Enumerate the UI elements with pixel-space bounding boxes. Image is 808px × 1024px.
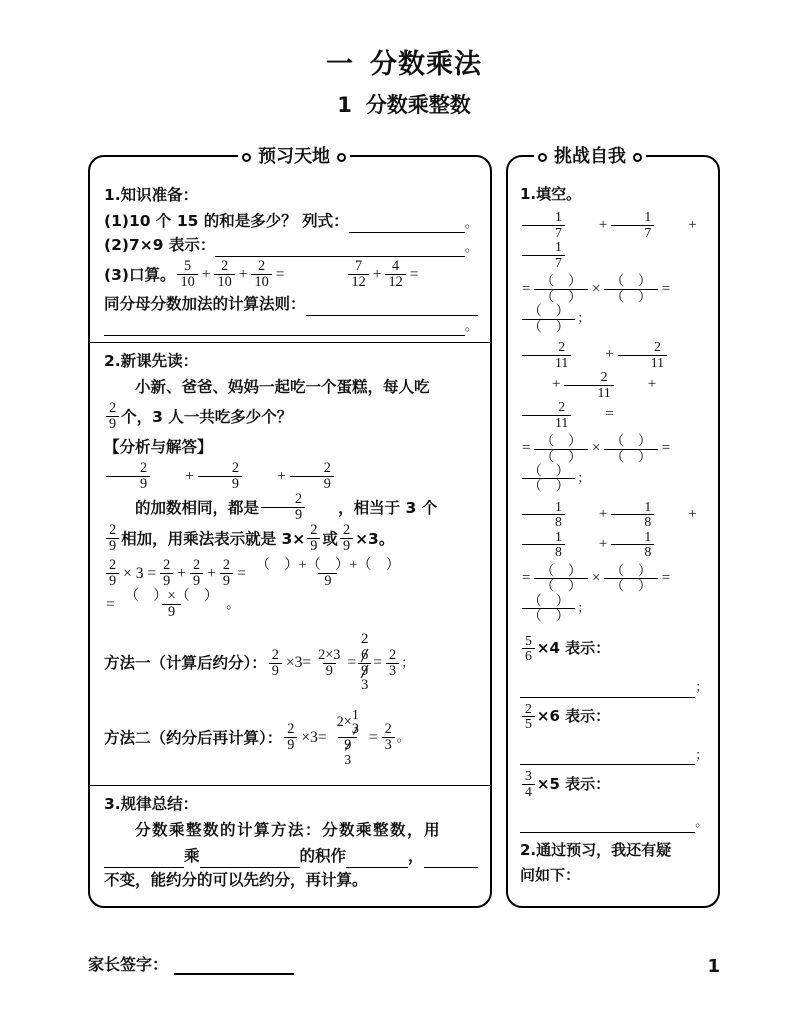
period: 。 <box>226 596 240 612</box>
equals-sign: = <box>661 440 671 457</box>
semicolon: ； <box>577 600 591 615</box>
numerator: 4 <box>392 258 400 275</box>
denominator: 9 <box>323 663 336 679</box>
rule-label: 同分母分数加法的计算法则： <box>104 294 306 313</box>
equals-sign: = <box>522 440 531 457</box>
semicolon: ； <box>577 311 591 326</box>
multiply-equals: × 3 = <box>123 564 157 582</box>
analysis-line1 <box>104 461 478 523</box>
method2-denominator-group <box>338 737 357 767</box>
question1-label: (1)10 个 15 的和是多少？ 列式： <box>104 212 349 231</box>
meaning-blank-3[interactable] <box>520 817 695 833</box>
method2-times: ×3= <box>301 728 327 746</box>
fraction-5-6 <box>522 634 535 664</box>
method2-numerator-group <box>331 708 365 737</box>
numerator-blank[interactable]: （ ） <box>610 273 652 289</box>
fraction-2-9-c1 <box>160 558 173 589</box>
problem-tail: 个，3 人一共吃多少个？ <box>121 407 293 426</box>
denominator: 11 <box>564 385 613 400</box>
numerator: 2 <box>222 557 230 574</box>
numerator: 2 <box>192 557 201 574</box>
rule-blank-c[interactable] <box>346 852 408 869</box>
denominator: 3 <box>382 737 395 753</box>
fraction-2-11-d <box>522 400 571 430</box>
denominator: 8 <box>611 544 654 559</box>
cancelled-6-over-9 <box>358 648 371 679</box>
equals-sign: = <box>106 595 115 613</box>
numerator-blank[interactable]: （ ） <box>528 463 570 478</box>
denominator-blank[interactable]: （ ） <box>522 319 575 334</box>
analysis-line2 <box>104 523 478 554</box>
challenge-panel-header <box>534 142 646 172</box>
numerator: 1 <box>644 209 652 225</box>
denominator: 11 <box>618 355 667 370</box>
lesson-title <box>0 80 808 117</box>
multiply-sign: × <box>591 570 601 587</box>
equals-sign: = <box>661 570 671 587</box>
page-number: 1 <box>707 956 720 977</box>
method2-cancel-den-stack <box>344 738 351 767</box>
fraction-1-7-c <box>522 240 565 270</box>
divider-1 <box>90 342 490 343</box>
question3-label: (3)口算。 <box>104 265 176 284</box>
section3-heading: 3.规律总结： <box>104 795 199 814</box>
numerator: 1 <box>555 209 562 225</box>
denominator-blank[interactable]: （ ） <box>534 578 587 593</box>
denominator: 8 <box>522 544 565 559</box>
plus-sign: + <box>688 216 697 233</box>
fraction-2-9-problem <box>106 401 119 432</box>
cancelled-3: 3 <box>351 721 359 738</box>
rule-blank-b[interactable] <box>200 852 300 869</box>
semicolon: ； <box>577 471 591 486</box>
meaning-label-3: ×5 表示： <box>536 774 611 793</box>
method1-times: ×3= <box>285 653 312 671</box>
numerator: 2 <box>140 460 148 477</box>
cancelled-denominator: 9 <box>358 663 371 679</box>
preview-panel <box>88 146 492 908</box>
numerator: 2 <box>323 460 331 477</box>
analysis-equation-line1 <box>104 558 478 589</box>
plus-sign: + <box>598 216 608 233</box>
denominator: 9 <box>198 476 242 492</box>
numerator: 5 <box>525 632 532 648</box>
numerator-blank[interactable]: （ ） <box>610 562 652 578</box>
fraction-2-10-a <box>214 259 234 290</box>
blank-fraction-1c[interactable] <box>522 304 575 334</box>
section3-text1: 分数乘整数的计算方法：分数乘整数，用 <box>135 821 442 840</box>
denominator-blank[interactable]: （ ） <box>604 578 657 593</box>
challenge-q1-heading: 1.填空。 <box>520 185 582 203</box>
method1-row <box>104 632 478 694</box>
method2-result <box>382 722 395 753</box>
meaning-answer-row-1 <box>520 678 708 698</box>
multiply-sign: × <box>591 440 601 457</box>
numerator: 2 <box>287 721 295 738</box>
numerator: 2 <box>231 460 239 477</box>
lesson-name: 分数乘整数 <box>365 92 471 117</box>
plus-sign: + <box>598 536 608 553</box>
challenge-q2-line2: 问如下： <box>520 866 581 885</box>
section1-question2 <box>104 233 478 257</box>
equals-sign: = <box>522 280 531 297</box>
analysis-text-mid: 的加数相同，都是 <box>135 498 260 517</box>
section3-text3: 的积作 <box>299 847 347 866</box>
numerator: 7 <box>355 258 363 275</box>
blank-fraction-1b[interactable] <box>604 274 657 304</box>
rule-blank-d[interactable] <box>424 852 478 869</box>
blank-fraction-2b[interactable] <box>604 434 657 464</box>
challenge-panel-title: 挑战自我 <box>554 146 626 167</box>
fraction-1-8-a <box>522 500 565 530</box>
denominator: 3 <box>386 663 399 679</box>
fraction-1-7-a <box>522 210 565 240</box>
preview-panel-title: 预习天地 <box>258 146 330 167</box>
analysis-line2-tail: ×3。 <box>355 529 395 548</box>
section3-text2: 乘 <box>184 847 200 866</box>
challenge-panel-body <box>508 157 718 898</box>
numerator: 2 <box>109 557 117 574</box>
numerator: 2 <box>310 522 318 539</box>
denominator: 9 <box>106 538 119 554</box>
section1-question3 <box>104 259 478 290</box>
denominator: 10 <box>177 274 197 290</box>
meaning-answer-row-2 <box>520 746 708 766</box>
meaning-label-1: ×4 表示： <box>536 639 611 658</box>
equals-sign: = <box>661 280 671 297</box>
fill-item-2-expression <box>520 340 708 430</box>
numerator-blank[interactable]: （ ） <box>528 303 570 319</box>
numerator: 1 <box>555 498 562 514</box>
cancel-bottom-value: 3 <box>344 752 352 768</box>
numerator: 2 <box>109 522 117 539</box>
fraction-2-9-a3 <box>290 461 334 492</box>
cancelled-9: 9 <box>344 737 352 754</box>
numerator: 2 <box>600 369 608 385</box>
section1-rule-row <box>104 292 478 316</box>
numerator: 2 <box>163 557 171 574</box>
numerator-blank[interactable]: （ ） <box>540 273 582 289</box>
analysis-heading: 【分析与解答】 <box>104 438 213 457</box>
denominator: 9 <box>290 476 334 492</box>
question2-answer-blank[interactable] <box>215 241 464 258</box>
fill-item-1-expression <box>520 210 708 270</box>
meaning-blank-1[interactable] <box>520 682 695 698</box>
plus-sign: + <box>207 564 216 582</box>
unit-name: 分数乘法 <box>370 49 482 80</box>
denominator: 6 <box>522 648 535 663</box>
denominator: 9 <box>106 476 150 492</box>
blank-fraction-3a[interactable] <box>534 564 587 594</box>
numerator-blank[interactable]: （ ） <box>528 592 570 608</box>
fill-item-3-expression <box>520 500 708 560</box>
plus-sign: + <box>238 265 248 283</box>
denominator: 9 <box>284 737 297 753</box>
denominator-blank[interactable]: （ ） <box>534 289 587 304</box>
denominator: 9 <box>106 573 119 589</box>
denominator: 10 <box>251 274 271 290</box>
plus-sign: + <box>372 265 382 283</box>
method1-fraction <box>269 648 282 679</box>
denominator-blank[interactable]: （ ） <box>604 449 657 464</box>
plus-sign: + <box>185 467 194 485</box>
denominator: 11 <box>522 415 571 430</box>
equals-sign-1: = <box>275 265 285 283</box>
denominator: 9 <box>190 573 203 589</box>
rule-blank-line-2[interactable] <box>104 320 465 337</box>
challenge-panel <box>506 146 720 908</box>
plus-sign: + <box>177 564 186 582</box>
numerator-blank[interactable]: （ ） <box>540 433 582 449</box>
fraction-2-9-a4 <box>261 492 305 523</box>
rule-period: 。 <box>464 318 478 333</box>
fraction-2-9-c2 <box>190 558 203 589</box>
method1-step-fraction <box>315 648 343 679</box>
fraction-2-9-b1 <box>106 523 119 554</box>
denominator: 9 <box>340 538 353 554</box>
question1-answer-blank[interactable] <box>349 217 465 234</box>
fraction-1-8-c <box>522 530 565 560</box>
denominator: 7 <box>522 255 565 270</box>
meaning-item-2 <box>520 702 708 732</box>
circle-left-icon <box>242 153 251 162</box>
numerator: 1 <box>644 498 652 514</box>
numerator: 2 <box>342 522 351 539</box>
section2-problem-line1: 小新、爸爸、妈妈一起吃一个蛋糕，每人吃 <box>135 378 430 397</box>
question1-period: 。 <box>464 214 478 230</box>
fraction-2-11-c <box>564 370 613 400</box>
denominator: 9 <box>261 507 305 523</box>
fill-item-3-answer <box>520 564 708 624</box>
plus-sign: + <box>647 376 657 393</box>
circle-left-icon <box>538 153 547 162</box>
rule-blank-line-1[interactable] <box>306 300 478 317</box>
fraction-2-11-b <box>618 340 667 370</box>
fraction-2-9-c3 <box>220 558 233 589</box>
semicolon: ； <box>695 679 708 694</box>
page-footer <box>88 952 720 975</box>
blank-fraction-product[interactable] <box>119 589 225 620</box>
cancelled-numerator: 6 <box>358 648 371 663</box>
plus-sign: + <box>552 376 561 393</box>
denominator: 7 <box>611 225 654 240</box>
analysis-line2-text: 相加，用乘法表示就是 3× <box>121 529 306 548</box>
plus-sign: + <box>277 467 286 485</box>
circle-right-icon <box>633 153 642 162</box>
cancel-bottom-value: 3 <box>361 677 369 694</box>
plus-sign: + <box>605 346 614 363</box>
section1-rule-row2 <box>104 316 478 336</box>
numerator-blank[interactable]: （ ） <box>610 433 652 449</box>
denominator: 9 <box>269 663 282 679</box>
meaning-item-1 <box>520 634 708 664</box>
numerator: 2 <box>525 700 532 716</box>
plus-sign: + <box>598 506 608 523</box>
numerator: 2 <box>558 339 566 355</box>
question2-label: (2)7×9 表示： <box>104 236 216 255</box>
analysis-line2-or: 或 <box>322 529 338 548</box>
numerator-blank[interactable]: （ ） <box>540 562 582 578</box>
section3-blank-row <box>104 844 478 868</box>
equals-sign: = <box>373 653 383 671</box>
numerator: 2 <box>295 491 303 508</box>
method2-step-fraction <box>331 708 365 767</box>
method2-cancel-num-stack <box>352 708 359 737</box>
blank-fraction-sum[interactable] <box>250 558 406 589</box>
numerator: 2 <box>271 646 279 663</box>
method2-fraction <box>284 722 297 753</box>
divider-2 <box>90 785 490 786</box>
blank-fraction-3c[interactable] <box>522 594 575 624</box>
method2-label: 方法二（约分后再计算）： <box>104 728 283 747</box>
fraction-2-5 <box>522 702 535 732</box>
denominator: 7 <box>522 225 565 240</box>
analysis-equation-line2 <box>104 589 478 620</box>
fraction-5-10 <box>177 259 197 290</box>
numerator-blank[interactable]: （ ）+（ ）+（ ） <box>255 557 401 574</box>
method2-num-prefix: 2× <box>336 713 352 730</box>
equals-sign-trailing: = <box>605 406 614 423</box>
denominator: 9 <box>307 538 320 554</box>
fraction-1-8-d <box>611 530 654 560</box>
denominator: 9 <box>160 573 173 589</box>
section2-problem-line2 <box>104 401 478 432</box>
denominator: 9 <box>220 573 233 589</box>
method1-cancelled-fraction <box>358 632 371 694</box>
signature-label: 家长签字： <box>88 955 169 974</box>
fill-item-2-answer <box>520 434 708 494</box>
fraction-3-4 <box>522 769 535 799</box>
preview-panel-body <box>90 157 490 902</box>
blank-fraction-2a[interactable] <box>534 434 587 464</box>
method1-result <box>386 648 399 679</box>
preview-panel-header <box>238 142 350 172</box>
numerator: 5 <box>184 258 192 275</box>
semicolon: ； <box>695 747 708 762</box>
denominator: 4 <box>522 784 535 799</box>
denominator: 12 <box>385 274 405 290</box>
denominator: 9 <box>106 416 119 432</box>
equals-sign: = <box>236 564 246 582</box>
blank-fraction-3b[interactable] <box>604 564 657 594</box>
numerator: 2×3 <box>318 646 341 663</box>
blank-fraction-2c[interactable] <box>522 464 575 494</box>
method1-end: ； <box>401 654 415 670</box>
period: 。 <box>695 815 708 830</box>
meaning-answer-row-3 <box>520 813 708 833</box>
equals-sign: = <box>347 653 357 671</box>
blank-fraction-1a[interactable] <box>534 274 587 304</box>
denominator: 11 <box>522 355 571 370</box>
unit-title <box>0 0 808 80</box>
fraction-2-9-a2 <box>198 461 242 492</box>
denominator-blank[interactable]: （ ） <box>604 289 657 304</box>
fraction-1-7-b <box>611 210 654 240</box>
section1-heading: 1.知识准备： <box>104 186 199 204</box>
cancel-top-value: 1 <box>351 706 359 722</box>
numerator: 2 <box>558 399 566 415</box>
circle-right-icon <box>337 153 346 162</box>
numerator: 2 <box>389 646 397 663</box>
fraction-2-9-b3 <box>340 523 353 554</box>
meaning-item-3 <box>520 769 708 799</box>
section2-heading: 2.新课先读： <box>104 352 199 371</box>
rule-blank-a[interactable] <box>104 852 184 869</box>
section3-comma: ， <box>408 847 424 866</box>
analysis-text-tail: ，相当于 3 个 <box>338 498 438 517</box>
method2-row <box>104 708 478 767</box>
equals-sign-2: = <box>409 265 419 283</box>
denominator-blank[interactable]: （ ） <box>534 449 587 464</box>
meaning-label-2: ×6 表示： <box>536 706 611 725</box>
plus-sign: + <box>688 506 697 523</box>
cancel-top-value: 2 <box>361 631 369 648</box>
fraction-4-12 <box>385 259 405 290</box>
denominator: 8 <box>522 514 565 529</box>
denominator: 5 <box>522 716 535 731</box>
unit-number: 一 <box>326 49 354 80</box>
denominator: 12 <box>348 274 368 290</box>
fraction-1-8-b <box>611 500 654 530</box>
denominator-blank[interactable]: （ ） <box>522 478 575 493</box>
numerator-blank[interactable]: （ ）×（ ） <box>124 588 219 605</box>
section3-text4: 不变，能约分的可以先约分，再计算。 <box>104 871 368 890</box>
fraction-2-9-b2 <box>307 523 320 554</box>
numerator: 2 <box>653 339 661 355</box>
numerator: 3 <box>525 768 532 784</box>
fill-item-1-answer <box>520 274 708 334</box>
question2-period: 。 <box>464 238 478 254</box>
fraction-2-11-a <box>522 340 571 370</box>
numerator: 2 <box>221 258 229 275</box>
numerator: 1 <box>555 528 562 544</box>
numerator: 2 <box>384 721 392 738</box>
equals-sign: = <box>522 570 531 587</box>
method1-label: 方法一（计算后约分）： <box>104 653 267 672</box>
signature-blank[interactable] <box>174 973 294 975</box>
numerator: 2 <box>258 258 266 275</box>
denominator: 10 <box>214 274 234 290</box>
fraction-7-12 <box>348 259 368 290</box>
denominator-blank[interactable]: （ ） <box>522 608 575 623</box>
numerator: 1 <box>644 528 652 544</box>
section1-question1 <box>104 209 478 233</box>
fraction-2-9-a1 <box>106 461 150 492</box>
numerator: 2 <box>109 400 117 417</box>
challenge-q2-line1: 2.通过预习，我还有疑 <box>520 841 672 859</box>
meaning-blank-2[interactable] <box>520 749 695 765</box>
numerator: 1 <box>555 239 562 255</box>
fraction-2-10-b <box>251 259 271 290</box>
fraction-2-9-eq <box>106 558 119 589</box>
denominator: 9 <box>318 573 337 589</box>
denominator: 9 <box>162 604 181 620</box>
denominator: 8 <box>611 514 654 529</box>
equals-sign: = <box>368 728 378 746</box>
multiply-sign: × <box>591 280 601 297</box>
lesson-number: 1 <box>337 92 352 117</box>
plus-sign: + <box>201 265 211 283</box>
method2-end: 。 <box>396 729 410 745</box>
